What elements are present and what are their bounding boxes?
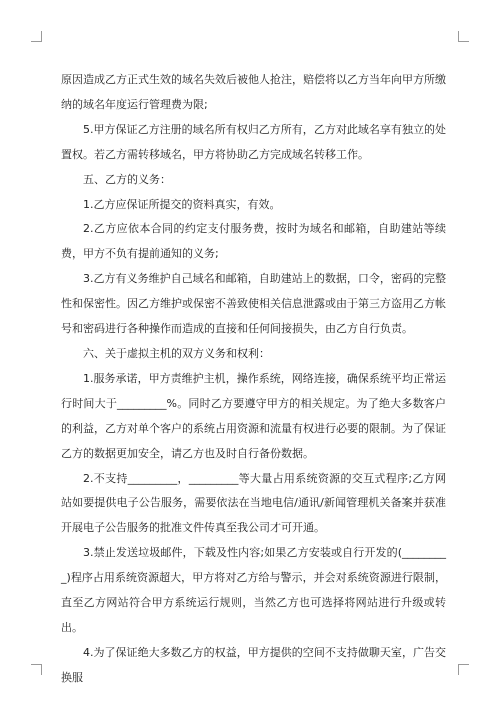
paragraph-data-security: 3.乙方有义务维护自己域名和邮箱，自助建站上的数据，口令，密码的完整性和保密性。因乙方维护或保密不善致使相关信息泄露或由于第三方盗用乙方帐号和密码进行各种操作而造成的直接和任何间接损失，由乙方自行负责。 [61,272,446,336]
section-heading-party-b-obligations: 五、乙方的义务： [83,172,171,186]
crop-mark-top-left [31,31,42,42]
paragraph-unsupported-programs: 2.不支持_________，_________等大量占用系统资源的交互式程序;乙方网站如要提供电子公告服务，需要依法在当地电信/通讯/新闻管理机关备案并获准开展电子公告服务的批准文件传真至我公司才可开通。 [61,471,446,535]
paragraph-chatroom-restriction: 4.为了保证绝大多数乙方的权益，甲方提供的空间不支持做聊天室，广告交换服 [61,645,446,684]
paragraph-truthful-information: 1.乙方应保证所提交的资料真实，有效。 [83,197,281,211]
section-heading-virtual-host: 六、关于虚拟主机的双方义务和权利： [83,346,270,360]
document-body [61,68,446,691]
paragraph-domain-loss-compensation: 原因造成乙方正式生效的域名失效后被他人抢注，赔偿将以乙方当年向甲方所缴纳的域名年度运行管理费为限; [61,73,446,111]
paragraph-domain-ownership: 5.甲方保证乙方注册的域名所有权归乙方所有，乙方对此域名享有独立的处置权。若乙方需转移域名，甲方将协助乙方完成域名转移工作。 [61,122,446,161]
paragraph-service-fee: 2.乙方应依本合同的约定支付服务费，按时为域名和邮箱，自助建站等续费，甲方不负有提前通知的义务; [61,222,446,261]
crop-mark-bottom-left [31,664,42,675]
crop-mark-bottom-right [458,664,469,675]
paragraph-spam-prohibition: 3.禁止发送垃圾邮件，下载及性内容;如果乙方安装或自行开发的(_________)程序占用系统资源超大，甲方将对乙方给与警示，并会对系统资源进行限制，直至乙方网站符合甲方系统运行规则，当然乙方也可选择将网站进行升级或转出。 [61,546,446,634]
paragraph-service-commitment: 1.服务承诺，甲方责维护主机，操作系统，网络连接，确保系统平均正常运行时间大于_________%。同时乙方要遵守甲方的相关规定。为了绝大多数客户的利益，乙方对单个客户的系统占用资源和流量有权进行必要的限制。为了保证乙方的数据更加安全，请乙方也及时自行备份数据。 [61,371,446,460]
crop-mark-top-right [458,31,469,42]
